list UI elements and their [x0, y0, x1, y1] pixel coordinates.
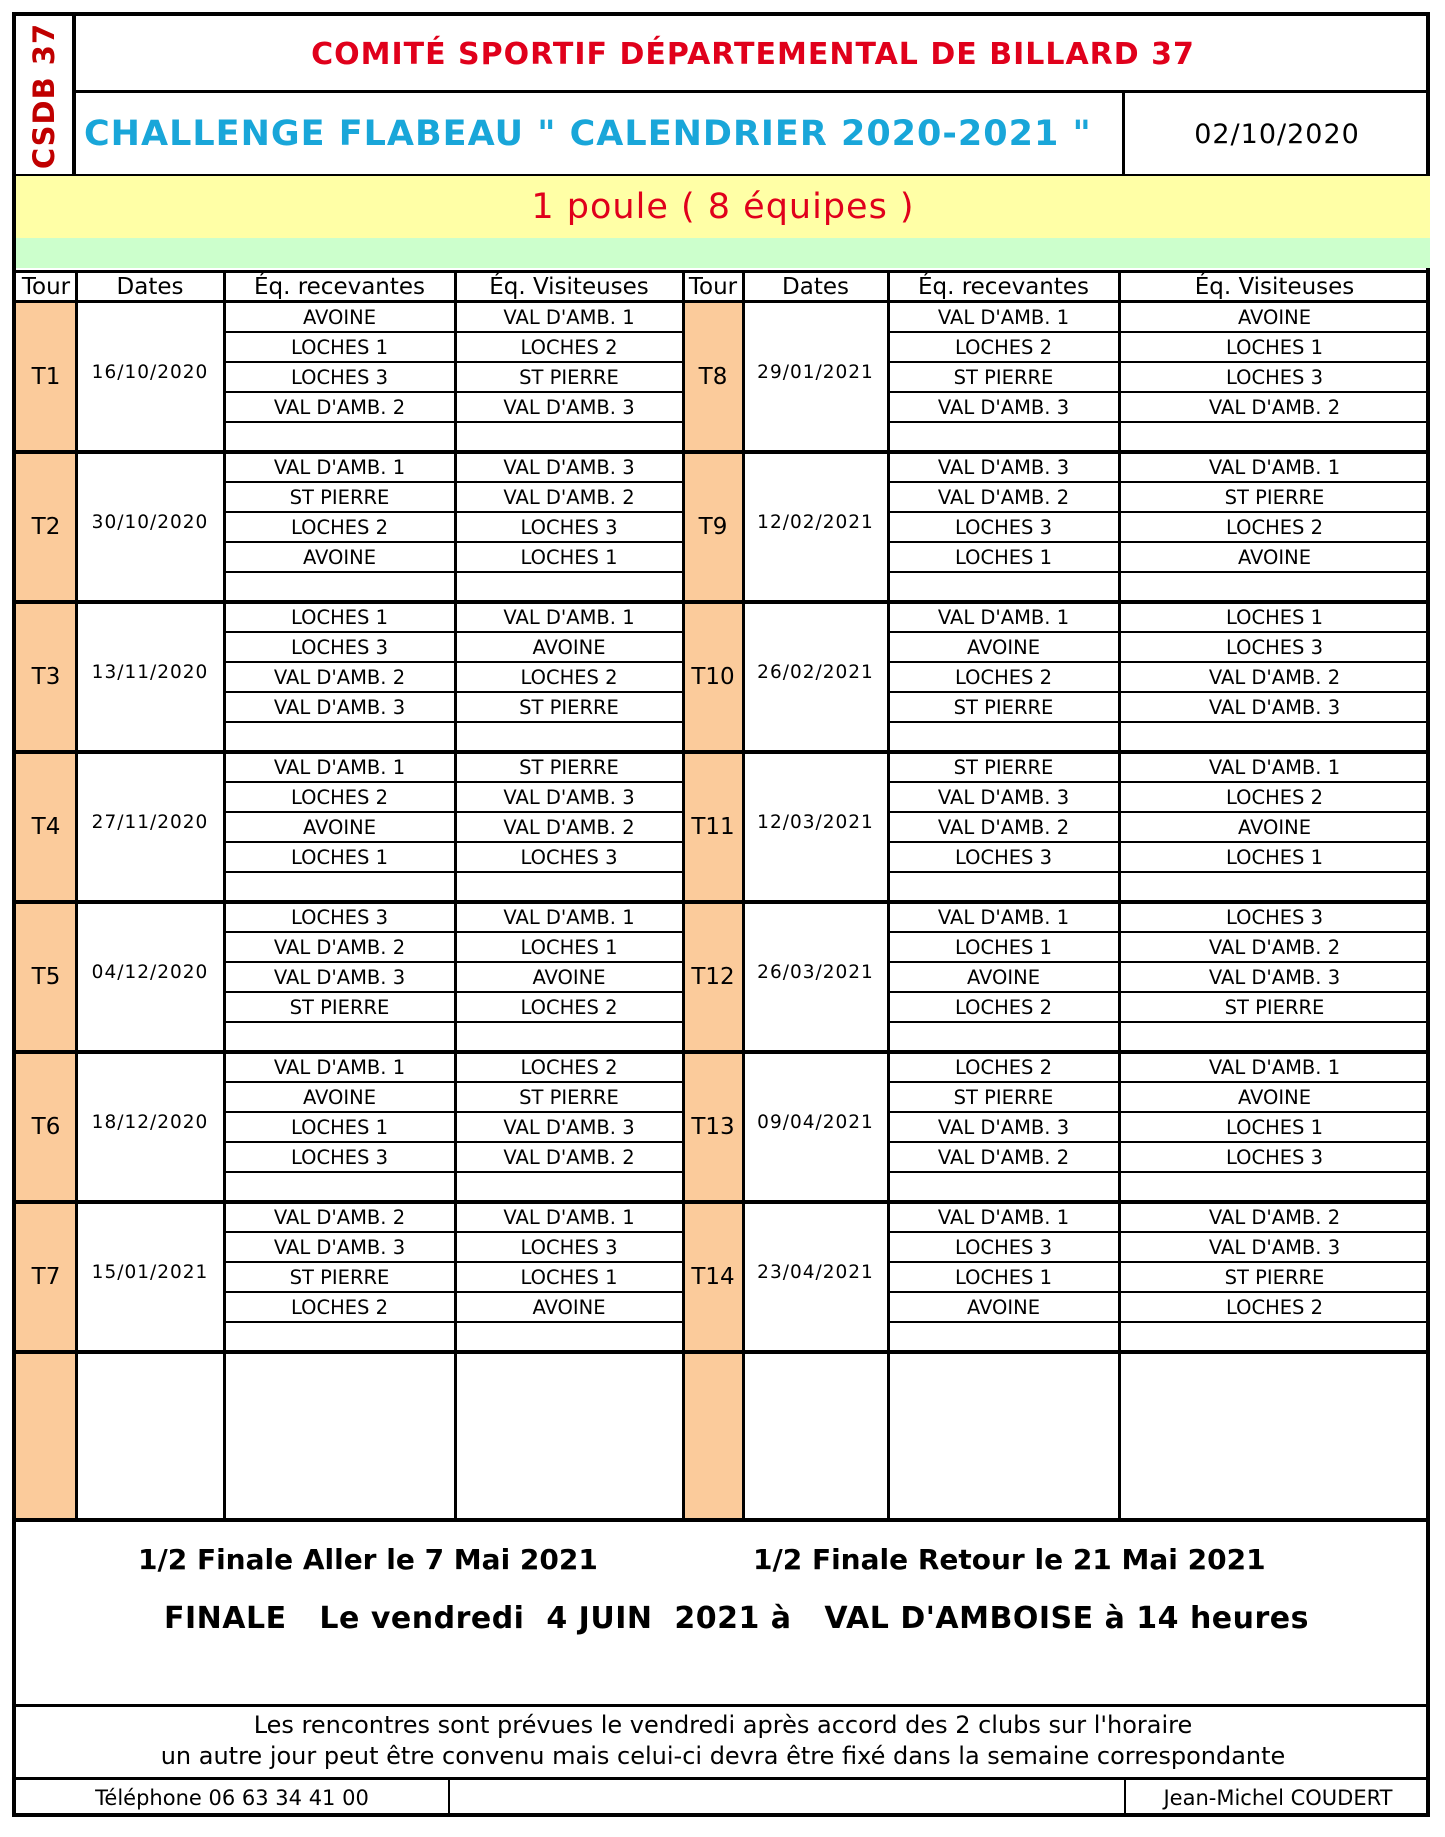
grid-line — [454, 272, 457, 1520]
grid-line — [888, 1111, 1430, 1113]
home-team-cell: ST PIERRE — [953, 1085, 1054, 1109]
grid-line — [888, 511, 1430, 513]
grid-line — [888, 1081, 1430, 1083]
home-team-cell: AVOINE — [302, 305, 377, 329]
round-tour-cell: T1 — [16, 302, 76, 452]
round-date-cell: 15/01/2021 — [91, 1261, 209, 1283]
away-team-cell: VAL D'AMB. 1 — [503, 305, 635, 329]
away-team-cell: LOCHES 2 — [1225, 785, 1324, 809]
away-team-cell: AVOINE — [532, 965, 606, 989]
away-team-cell: VAL D'AMB. 2 — [1208, 665, 1341, 689]
away-team-cell: ST PIERRE — [519, 755, 619, 779]
away-team-cell: LOCHES 1 — [520, 935, 618, 959]
home-team-cell: LOCHES 2 — [954, 1055, 1053, 1079]
grid-line — [16, 750, 1430, 754]
round-date-cell: 23/04/2021 — [757, 1261, 874, 1283]
final-info: FINALE Le vendredi 4 JUIN 2021 à VAL D'AMBOISE à 14 heures — [164, 1601, 1310, 1636]
home-team-cell: ST PIERRE — [289, 1265, 390, 1289]
divider — [16, 1704, 1430, 1707]
away-team-cell: VAL D'AMB. 2 — [503, 485, 635, 509]
away-team-cell: LOCHES 3 — [1225, 1145, 1324, 1169]
grid-line — [888, 541, 1430, 543]
home-team-cell: LOCHES 2 — [954, 335, 1053, 359]
away-team-cell: LOCHES 1 — [1225, 335, 1324, 359]
home-team-cell: ST PIERRE — [289, 485, 390, 509]
grid-line — [888, 1021, 1430, 1023]
note-line-1: Les rencontres sont prévues le vendredi après accord des 2 clubs sur l'horaire — [253, 1711, 1193, 1739]
home-team-cell: VAL D'AMB. 1 — [273, 1055, 406, 1079]
home-team-cell: ST PIERRE — [953, 755, 1054, 779]
round-tour-cell: T7 — [16, 1202, 76, 1352]
grid-line — [888, 871, 1430, 873]
grid-line — [16, 900, 1430, 904]
home-team-cell: VAL D'AMB. 1 — [937, 305, 1070, 329]
home-team-cell: AVOINE — [302, 545, 377, 569]
round-date-cell: 27/11/2020 — [91, 811, 209, 833]
away-team-cell: LOCHES 1 — [520, 545, 618, 569]
home-team-cell: LOCHES 1 — [290, 605, 389, 629]
away-team-cell: ST PIERRE — [519, 695, 619, 719]
away-team-cell: VAL D'AMB. 1 — [503, 1205, 635, 1229]
away-team-cell: LOCHES 2 — [520, 1055, 618, 1079]
away-team-cell: VAL D'AMB. 3 — [1208, 1235, 1341, 1259]
away-team-cell: LOCHES 3 — [1225, 365, 1324, 389]
home-team-cell: VAL D'AMB. 2 — [273, 395, 406, 419]
grid-line — [888, 931, 1430, 933]
header-dates-right: Dates — [782, 274, 849, 300]
home-team-cell: VAL D'AMB. 2 — [273, 1205, 406, 1229]
note-line-2: un autre jour peut être convenu mais celui-ci devra être fixé dans la semaine correspondante — [160, 1742, 1286, 1770]
away-team-cell: VAL D'AMB. 1 — [503, 905, 635, 929]
grid-line — [16, 300, 1430, 303]
away-team-cell: VAL D'AMB. 2 — [503, 1145, 635, 1169]
grid-line — [888, 331, 1430, 333]
away-team-cell: VAL D'AMB. 2 — [1208, 395, 1341, 419]
round-date-cell: 09/04/2021 — [757, 1111, 874, 1133]
grid-line — [888, 421, 1430, 423]
round-date-cell: 16/10/2020 — [91, 361, 209, 383]
away-team-cell: LOCHES 3 — [520, 1235, 618, 1259]
grid-line — [1118, 272, 1121, 1520]
away-team-cell: LOCHES 2 — [1225, 1295, 1324, 1319]
home-team-cell: VAL D'AMB. 2 — [937, 1145, 1070, 1169]
away-team-cell: AVOINE — [1237, 545, 1312, 569]
home-team-cell: LOCHES 3 — [954, 515, 1053, 539]
away-team-cell: AVOINE — [1237, 305, 1312, 329]
grid-line — [888, 1261, 1430, 1263]
round-tour-cell: T11 — [683, 752, 743, 902]
grid-line — [888, 661, 1430, 663]
home-team-cell: VAL D'AMB. 2 — [273, 935, 406, 959]
home-team-cell: AVOINE — [302, 1085, 377, 1109]
home-team-cell: VAL D'AMB. 3 — [937, 1115, 1070, 1139]
grid-line — [888, 811, 1430, 813]
grid-line — [888, 841, 1430, 843]
semi-final-retour: 1/2 Finale Retour le 21 Mai 2021 — [753, 1543, 1266, 1576]
round-date-cell: 29/01/2021 — [757, 361, 874, 383]
home-team-cell: LOCHES 2 — [954, 665, 1053, 689]
home-team-cell: LOCHES 2 — [954, 995, 1053, 1019]
round-date-cell: 18/12/2020 — [91, 1111, 209, 1133]
away-team-cell: VAL D'AMB. 3 — [1208, 965, 1341, 989]
round-date-cell: 13/11/2020 — [91, 661, 209, 683]
away-team-cell: AVOINE — [532, 1295, 606, 1319]
grid-line — [16, 450, 1430, 454]
round-tour-cell: T9 — [683, 452, 743, 602]
round-date-cell: 30/10/2020 — [91, 511, 209, 533]
grid-line — [75, 272, 78, 1520]
away-team-cell: AVOINE — [1237, 1085, 1312, 1109]
header-home-left: Éq. recevantes — [253, 274, 426, 300]
grid-line — [16, 270, 1430, 273]
home-team-cell: LOCHES 1 — [290, 335, 389, 359]
grid-line — [888, 781, 1430, 783]
away-team-cell: LOCHES 2 — [1225, 515, 1324, 539]
home-team-cell: LOCHES 1 — [954, 1265, 1053, 1289]
header-away-right: Éq. Visiteuses — [1194, 274, 1355, 300]
away-team-cell: VAL D'AMB. 3 — [1208, 695, 1341, 719]
away-team-cell: AVOINE — [1237, 815, 1312, 839]
semi-final-aller: 1/2 Finale Aller le 7 Mai 2021 — [138, 1543, 598, 1576]
home-team-cell: VAL D'AMB. 1 — [937, 605, 1070, 629]
home-team-cell: LOCHES 1 — [954, 545, 1053, 569]
header-home-right: Éq. recevantes — [917, 274, 1090, 300]
away-team-cell: VAL D'AMB. 1 — [1208, 755, 1341, 779]
away-team-cell: LOCHES 1 — [1225, 845, 1324, 869]
grid-line — [888, 571, 1430, 573]
home-team-cell: VAL D'AMB. 3 — [937, 455, 1070, 479]
home-team-cell: LOCHES 1 — [290, 1115, 389, 1139]
grid-line — [887, 272, 890, 1520]
grid-line — [888, 1231, 1430, 1233]
committee-title: COMITÉ SPORTIF DÉPARTEMENTAL DE BILLARD 37 — [311, 36, 1195, 72]
grid-line — [888, 481, 1430, 483]
home-team-cell: LOCHES 2 — [290, 1295, 389, 1319]
grid-line — [888, 361, 1430, 363]
home-team-cell: AVOINE — [966, 635, 1041, 659]
grid-line — [16, 1350, 1430, 1354]
round-date-cell: 26/03/2021 — [757, 961, 874, 983]
home-team-cell: ST PIERRE — [953, 365, 1054, 389]
away-team-cell: LOCHES 3 — [520, 845, 618, 869]
round-tour-cell: T5 — [16, 902, 76, 1052]
home-team-cell: LOCHES 2 — [290, 785, 389, 809]
home-team-cell: LOCHES 1 — [290, 845, 389, 869]
home-team-cell: VAL D'AMB. 3 — [937, 395, 1070, 419]
contact-phone: Téléphone 06 63 34 41 00 — [95, 1786, 369, 1810]
round-tour-cell: T6 — [16, 1052, 76, 1202]
home-team-cell: ST PIERRE — [289, 995, 390, 1019]
divider — [448, 1777, 450, 1817]
round-tour-cell: T8 — [683, 302, 743, 452]
grid-line — [742, 272, 745, 1520]
grid-line — [888, 691, 1430, 693]
calendar-sheet — [12, 12, 1430, 1817]
home-team-cell: AVOINE — [966, 1295, 1041, 1319]
side-label-text: CSDB 37 — [27, 22, 61, 170]
header-tour-right: Tour — [688, 274, 738, 300]
grid-line — [16, 1200, 1430, 1204]
round-date-cell: 26/02/2021 — [757, 661, 874, 683]
home-team-cell: LOCHES 3 — [954, 845, 1053, 869]
grid-line — [888, 961, 1430, 963]
home-team-cell: LOCHES 3 — [290, 1145, 389, 1169]
away-team-cell: LOCHES 2 — [520, 335, 618, 359]
round-tour-cell: T14 — [683, 1202, 743, 1352]
away-team-cell: ST PIERRE — [1224, 485, 1325, 509]
away-team-cell: VAL D'AMB. 2 — [503, 815, 635, 839]
home-team-cell: ST PIERRE — [953, 695, 1054, 719]
grid-line — [16, 600, 1430, 604]
round-date-cell: 12/03/2021 — [757, 811, 874, 833]
home-team-cell: VAL D'AMB. 3 — [937, 785, 1070, 809]
away-team-cell: LOCHES 3 — [1225, 905, 1324, 929]
away-team-cell: ST PIERRE — [1224, 1265, 1325, 1289]
home-team-cell: VAL D'AMB. 1 — [273, 755, 406, 779]
challenge-title: CHALLENGE FLABEAU " CALENDRIER 2020-2021 " — [84, 114, 1092, 154]
away-team-cell: AVOINE — [532, 635, 606, 659]
away-team-cell: LOCHES 3 — [1225, 635, 1324, 659]
grid-line — [888, 1171, 1430, 1173]
home-team-cell: VAL D'AMB. 2 — [273, 665, 406, 689]
away-team-cell: LOCHES 2 — [520, 665, 618, 689]
home-team-cell: LOCHES 2 — [290, 515, 389, 539]
grid-line — [888, 1321, 1430, 1323]
away-team-cell: LOCHES 1 — [520, 1265, 618, 1289]
away-team-cell: LOCHES 3 — [520, 515, 618, 539]
header-tour-left: Tour — [21, 274, 71, 300]
away-team-cell: ST PIERRE — [519, 1085, 619, 1109]
away-team-cell: VAL D'AMB. 3 — [503, 395, 635, 419]
away-team-cell: LOCHES 1 — [1225, 605, 1324, 629]
home-team-cell: VAL D'AMB. 1 — [937, 905, 1070, 929]
away-team-cell: VAL D'AMB. 1 — [1208, 1055, 1341, 1079]
home-team-cell: AVOINE — [966, 965, 1041, 989]
home-team-cell: VAL D'AMB. 2 — [937, 485, 1070, 509]
home-team-cell: LOCHES 3 — [290, 905, 389, 929]
home-team-cell: VAL D'AMB. 3 — [273, 965, 406, 989]
round-tour-cell: T13 — [683, 1052, 743, 1202]
round-tour-cell: T2 — [16, 452, 76, 602]
home-team-cell: AVOINE — [302, 815, 377, 839]
grid-line — [16, 1518, 1430, 1522]
round-tour-cell: T10 — [683, 602, 743, 752]
document-date: 02/10/2020 — [1194, 118, 1360, 150]
round-date-cell: 12/02/2021 — [757, 511, 874, 533]
away-team-cell: VAL D'AMB. 1 — [1208, 455, 1341, 479]
home-team-cell: LOCHES 3 — [290, 635, 389, 659]
grid-line — [16, 1050, 1430, 1054]
away-team-cell: LOCHES 2 — [520, 995, 618, 1019]
away-team-cell: VAL D'AMB. 2 — [1208, 935, 1341, 959]
header-dates-left: Dates — [116, 274, 184, 300]
round-tour-cell: T4 — [16, 752, 76, 902]
round-date-cell: 04/12/2020 — [91, 961, 209, 983]
round-tour-cell: T12 — [683, 902, 743, 1052]
author-name: Jean-Michel COUDERT — [1163, 1786, 1393, 1810]
grid-line — [888, 991, 1430, 993]
home-team-cell: LOCHES 3 — [954, 1235, 1053, 1259]
home-team-cell: VAL D'AMB. 3 — [273, 695, 406, 719]
away-team-cell: ST PIERRE — [519, 365, 619, 389]
round-tour-cell: T3 — [16, 602, 76, 752]
grid-line — [888, 1291, 1430, 1293]
grid-line — [888, 631, 1430, 633]
away-team-cell: VAL D'AMB. 3 — [503, 1115, 635, 1139]
away-team-cell: ST PIERRE — [1224, 995, 1325, 1019]
home-team-cell: VAL D'AMB. 3 — [273, 1235, 406, 1259]
away-team-cell: VAL D'AMB. 2 — [1208, 1205, 1341, 1229]
header-away-left: Éq. Visiteuses — [489, 274, 649, 300]
grid-line — [888, 391, 1430, 393]
away-team-cell: VAL D'AMB. 1 — [503, 605, 635, 629]
home-team-cell: VAL D'AMB. 1 — [937, 1205, 1070, 1229]
poule-banner: 1 poule ( 8 équipes ) — [16, 176, 1430, 238]
home-team-cell: VAL D'AMB. 1 — [273, 455, 406, 479]
home-team-cell: VAL D'AMB. 2 — [937, 815, 1070, 839]
away-team-cell: VAL D'AMB. 3 — [503, 455, 635, 479]
home-team-cell: LOCHES 1 — [954, 935, 1053, 959]
away-team-cell: LOCHES 1 — [1225, 1115, 1324, 1139]
grid-line — [888, 721, 1430, 723]
away-team-cell: VAL D'AMB. 3 — [503, 785, 635, 809]
home-team-cell: LOCHES 3 — [290, 365, 389, 389]
grid-line — [682, 272, 685, 1520]
grid-line — [888, 1141, 1430, 1143]
grid-line — [223, 272, 226, 1520]
